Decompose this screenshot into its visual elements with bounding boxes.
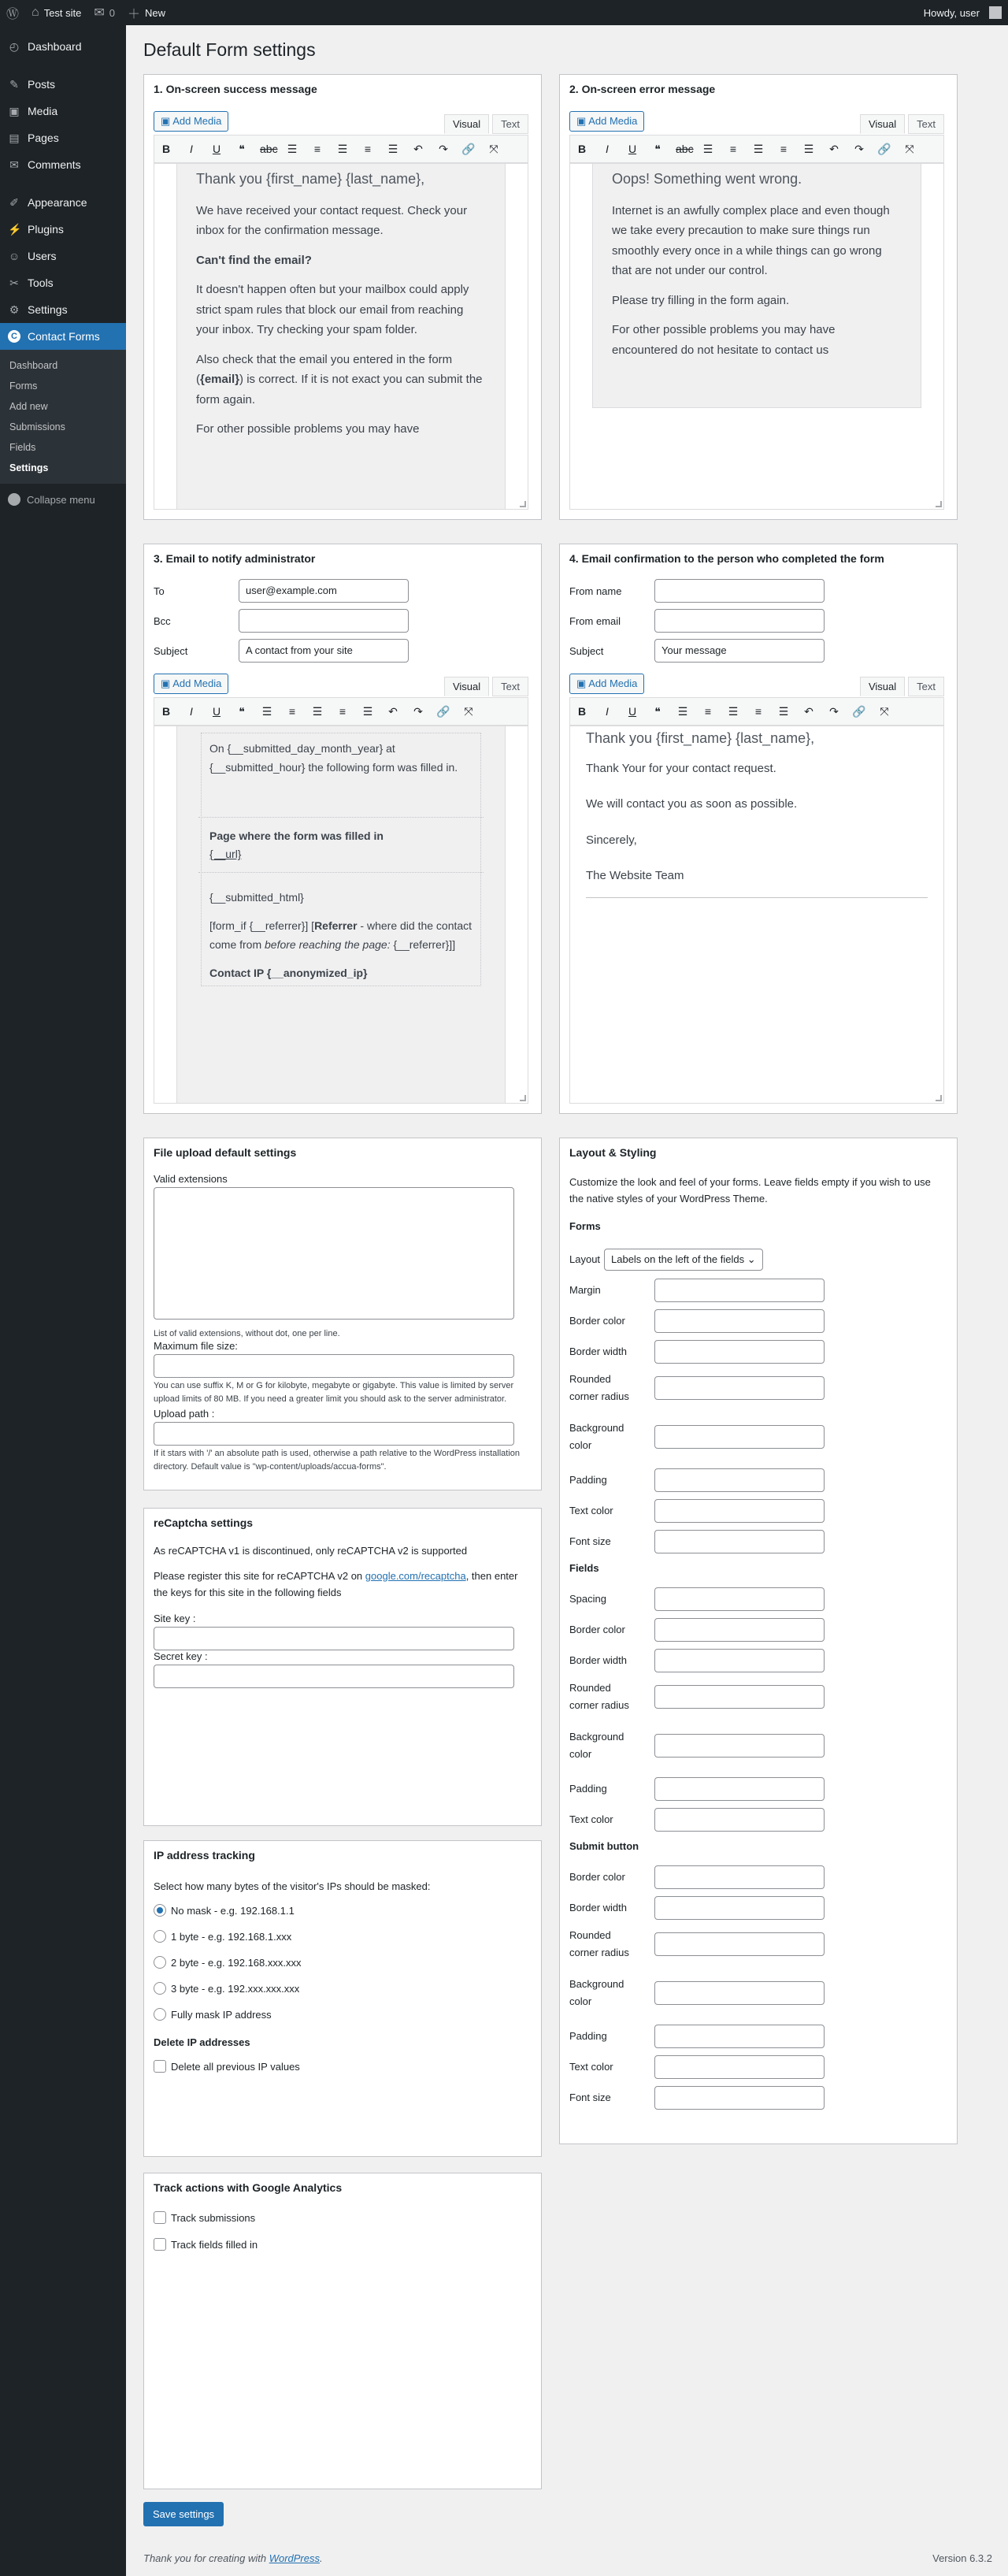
style-input[interactable]	[654, 1530, 825, 1553]
resize-handle[interactable]	[520, 501, 526, 507]
bold-icon[interactable]: B	[161, 705, 171, 718]
editor-area[interactable]: On {__submitted_day_month_year} at {__submitted_hour} the following form was filled in. Page where the form was filled in {__url} {__submitted_html} [form_if {__referrer}] [Referrer - where did the contact come from before reaching the page: {__referrer}]] Contact IP {__anonymized_ip}	[154, 726, 528, 1104]
section-subtitle: Fields	[569, 1562, 599, 1574]
contact-forms-submenu	[0, 350, 126, 484]
editor-area[interactable]: Thank you {first_name} {last_name}, We have received your contact request. Check your inbox for the confirmation message. Can't find the email? It doesn't happen often but your mailbox could apply strict spam rules that block our email from reaching your inbox. Try checking your spam folder. Also check that the email you entered in the form ({email}) is correct. If it is not exact you can submit the form again. For other possible problems you may have	[154, 163, 528, 510]
wordpress-link[interactable]: WordPress	[269, 2552, 320, 2564]
box-title: Layout & Styling	[569, 1146, 657, 1159]
submenu-forms[interactable]: Forms	[9, 380, 38, 392]
ip-option-2-byte[interactable]: 2 byte - e.g. 192.168.xxx.xxx	[154, 1956, 301, 1969]
bcc-input[interactable]	[239, 609, 409, 633]
home-icon: ⌂	[32, 6, 39, 19]
undo-icon[interactable]: ↶	[804, 704, 813, 718]
to-input[interactable]: user@example.com	[239, 579, 409, 603]
page-title: Default Form settings	[143, 39, 316, 60]
style-input[interactable]	[654, 1932, 825, 1956]
sidebar-item-tools[interactable]: ✂ Tools	[0, 269, 126, 296]
style-row: Spacing	[569, 1587, 825, 1611]
style-input[interactable]	[654, 1896, 825, 1920]
link-icon[interactable]: 🔗	[436, 704, 450, 718]
tab-text[interactable]: Text	[492, 677, 528, 696]
comment-icon: ✉	[9, 158, 19, 171]
chevron-down-icon: ⌄	[747, 1253, 756, 1265]
submenu-fields[interactable]: Fields	[9, 442, 36, 453]
italic-icon[interactable]: I	[606, 143, 609, 155]
link-icon[interactable]: 🔗	[852, 704, 866, 718]
style-input[interactable]	[654, 1685, 825, 1709]
style-input[interactable]	[654, 1425, 825, 1449]
sidebar-item-media[interactable]: ▣ Media	[9, 104, 58, 117]
italic-icon[interactable]: I	[606, 705, 609, 718]
sidebar-item-comments[interactable]: ✉ Comments	[0, 151, 126, 178]
tab-text[interactable]: Text	[908, 677, 944, 696]
editor-area[interactable]: Oops! Something went wrong. Internet is an awfully complex place and even though we take every precaution to make sure things run smoothly every once in a while things can go wrong that are not under our control. Please try filling in the form again. For other possible problems you may have encountered do not hesitate to contact us	[569, 163, 944, 510]
bullet-list-icon[interactable]: ☰	[261, 704, 272, 718]
fullscreen-icon[interactable]: ⤧	[464, 704, 473, 718]
align-center-icon[interactable]: ≡	[339, 705, 346, 718]
box-title: 3. Email to notify administrator	[154, 552, 316, 565]
style-row: Border color	[569, 1618, 825, 1642]
style-row: Text color	[569, 1499, 825, 1523]
avatar	[989, 6, 1002, 19]
fullscreen-icon[interactable]: ⤧	[905, 142, 914, 155]
box-title: File upload default settings	[154, 1146, 297, 1159]
radio-button[interactable]	[154, 1982, 166, 1995]
sidebar-item-appearance[interactable]: ✐ Appearance	[0, 189, 126, 216]
quote-icon[interactable]: ❝	[239, 704, 245, 718]
site-key-input[interactable]	[154, 1627, 514, 1650]
ip-option-no-mask[interactable]: No mask - e.g. 192.168.1.1	[154, 1904, 295, 1917]
comment-icon: ✉	[94, 6, 105, 20]
plug-icon: ⚡	[8, 222, 22, 236]
subject-input[interactable]: A contact from your site	[239, 639, 409, 663]
bullet-list-icon[interactable]: ☰	[677, 704, 688, 718]
submenu-submissions[interactable]: Submissions	[9, 421, 65, 432]
underline-icon[interactable]: U	[628, 705, 637, 718]
style-input[interactable]	[654, 1279, 825, 1302]
error-message-box	[559, 74, 958, 520]
media-icon: ▣	[9, 104, 20, 117]
comments-link[interactable]: ✉ 0	[94, 6, 116, 20]
ip-option-3-byte[interactable]: 3 byte - e.g. 192.xxx.xxx.xxx	[154, 1982, 299, 1995]
success-message-box	[143, 74, 542, 520]
italic-icon[interactable]: I	[190, 143, 193, 155]
style-row: Background color	[569, 1420, 825, 1454]
style-row: Background color	[569, 1976, 825, 2010]
bullet-list-icon[interactable]: ☰	[287, 142, 298, 155]
numbered-list-icon[interactable]: ≡	[704, 705, 712, 718]
admin-email-box: 3. Email to notify administrator To user@example.com Bcc Subject A contact from your site ▣ Add Media Visual Text B I U ❝ ☰ ≡ ☰ ≡ ☰ ↶ ↷ 🔗 ⤧ On {__submitted_day_month_year} at {__submitted_hour} the following form was filled in. Page where the form was filled in {__url} {__submitted_html} [form_if {__referrer}] [Referrer - where did the contact come from before reaching the page: {__referrer}]] Contact IP {__anonymized_ip}	[143, 544, 542, 1114]
style-input[interactable]	[654, 1499, 825, 1523]
editor-area[interactable]: Thank you {first_name} {last_name}, Thank Your for your contact request. We will contact you as soon as possible. Sincerely, The Website Team	[569, 726, 944, 1104]
style-input[interactable]	[654, 1376, 825, 1400]
italic-icon[interactable]: I	[190, 705, 193, 718]
editor-toolbar	[154, 697, 528, 726]
add-media-button[interactable]: ▣ Add Media	[154, 674, 228, 694]
style-input[interactable]	[654, 1618, 825, 1642]
editor-toolbar	[154, 135, 528, 163]
style-row: Border width	[569, 1896, 825, 1920]
track-fields-row[interactable]: Track fields filled in	[154, 2238, 258, 2251]
numbered-list-icon[interactable]: ≡	[729, 143, 737, 155]
tab-visual[interactable]: Visual	[860, 114, 905, 134]
track-submissions-row[interactable]: Track submissions	[154, 2211, 255, 2224]
recaptcha-box: reCaptcha settings As reCAPTCHA v1 is discontinued, only reCAPTCHA v2 is supported Please register this site for reCAPTCHA v2 on google.com/recaptcha, then enter the keys for this site in the following fields Site key : Secret key :	[143, 1508, 542, 1826]
collapse-icon	[8, 493, 20, 506]
sidebar-item-contact-forms[interactable]: C Contact Forms	[0, 323, 126, 350]
collapse-menu-button[interactable]: Collapse menu	[0, 484, 126, 515]
style-input[interactable]	[654, 2086, 825, 2110]
style-input[interactable]	[654, 1865, 825, 1889]
delete-ip-checkbox-row[interactable]: Delete all previous IP values	[154, 2060, 300, 2073]
media-icon: ▣	[161, 677, 171, 689]
sidebar-item-plugins[interactable]: ⚡ Plugins	[8, 222, 64, 236]
bold-icon[interactable]: B	[161, 143, 171, 155]
resize-handle[interactable]	[936, 501, 942, 507]
numbered-list-icon[interactable]: ≡	[288, 705, 296, 718]
add-media-button[interactable]: ▣ Add Media	[154, 111, 228, 132]
box-title: 1. On-screen success message	[154, 83, 317, 95]
valid-extensions-textarea[interactable]	[154, 1187, 514, 1320]
media-icon: ▣	[576, 677, 587, 689]
align-left-icon[interactable]: ☰	[312, 704, 323, 718]
subject-input[interactable]: Your message	[654, 639, 825, 663]
site-name-link[interactable]: ⌂ Test site	[32, 6, 82, 19]
style-row: Padding	[569, 1777, 825, 1801]
user-icon: ☺	[8, 250, 20, 262]
style-row: Border width	[569, 1649, 825, 1672]
style-row: Text color	[569, 1808, 825, 1832]
redo-icon[interactable]: ↷	[439, 142, 448, 155]
radio-button[interactable]	[154, 1956, 166, 1969]
strikethrough-icon[interactable]: abc	[260, 143, 278, 155]
fullscreen-icon[interactable]: ⤧	[880, 704, 889, 718]
plus-icon: ＋	[128, 7, 141, 21]
fullscreen-icon[interactable]: ⤧	[489, 142, 498, 155]
max-file-size-input[interactable]	[154, 1354, 514, 1378]
tab-visual[interactable]: Visual	[444, 677, 489, 696]
style-row: Border color	[569, 1309, 825, 1333]
style-input[interactable]	[654, 1587, 825, 1611]
sidebar-item-users[interactable]: ☺ Users	[8, 250, 57, 262]
recaptcha-link[interactable]: google.com/recaptcha	[365, 1570, 466, 1582]
align-left-icon[interactable]: ☰	[753, 142, 764, 155]
resize-handle[interactable]	[936, 1095, 942, 1101]
style-row: Padding	[569, 1468, 825, 1492]
save-settings-button[interactable]: Save settings	[143, 2502, 224, 2526]
quote-icon[interactable]: ❝	[239, 142, 245, 155]
checkbox[interactable]	[154, 2238, 166, 2251]
align-left-icon[interactable]: ☰	[337, 142, 348, 155]
radio-button[interactable]	[154, 1930, 166, 1943]
add-media-button[interactable]: ▣ Add Media	[569, 111, 644, 132]
align-left-icon[interactable]: ☰	[728, 704, 739, 718]
layout-styling-box: Layout & Styling Customize the look and feel of your forms. Leave fields empty if you wish to use the native styles of your WordPress Theme. Forms Layout Labels on the left of the fields ⌄ Margin Border color Border width Rounded corner radius Background color Padding Text color Font size Fields Spacing Border color Border width Rounded corner radius Background color Padding Text color Submit button Border color Border width Rounded corner radius Background color Padding Text color Font size	[559, 1138, 958, 2144]
user-menu[interactable]: Howdy, user	[917, 0, 1008, 25]
box-title: reCaptcha settings	[154, 1516, 254, 1529]
secret-key-input[interactable]	[154, 1665, 514, 1688]
ip-option-1-byte[interactable]: 1 byte - e.g. 192.168.1.xxx	[154, 1930, 291, 1943]
style-input[interactable]	[654, 1309, 825, 1333]
pin-icon: ✎	[9, 77, 19, 91]
underline-icon[interactable]: U	[212, 705, 221, 718]
style-input[interactable]	[654, 1468, 825, 1492]
add-media-button[interactable]: ▣ Add Media	[569, 674, 644, 694]
style-input[interactable]	[654, 2055, 825, 2079]
underline-icon[interactable]: U	[628, 143, 637, 155]
align-center-icon[interactable]: ≡	[364, 143, 372, 155]
footer-version: Version 6.3.2	[932, 2552, 992, 2564]
style-input[interactable]	[654, 1808, 825, 1832]
section-subtitle: Submit button	[569, 1840, 639, 1852]
undo-icon[interactable]: ↶	[413, 142, 423, 155]
tab-text[interactable]: Text	[908, 114, 944, 134]
strikethrough-icon[interactable]: abc	[676, 143, 694, 155]
ip-option-full-mask[interactable]: Fully mask IP address	[154, 2008, 272, 2021]
sidebar-item-posts[interactable]: ✎ Posts	[0, 71, 126, 98]
tab-visual[interactable]: Visual	[860, 677, 905, 696]
page-icon: ▤	[9, 131, 20, 144]
box-title: 4. Email confirmation to the person who completed the form	[569, 552, 884, 565]
submenu-dashboard[interactable]: Dashboard	[9, 360, 58, 371]
checkbox[interactable]	[154, 2060, 166, 2073]
redo-icon[interactable]: ↷	[854, 142, 864, 155]
dashboard-icon: ◴	[9, 39, 20, 53]
style-row: Rounded corner radius	[569, 1680, 825, 1714]
style-row: Background color	[569, 1728, 825, 1763]
upload-path-input[interactable]	[154, 1422, 514, 1446]
sidebar-item-pages[interactable]: ▤ Pages	[9, 131, 59, 144]
link-icon[interactable]: 🔗	[461, 142, 476, 155]
style-input[interactable]	[654, 1734, 825, 1758]
align-right-icon[interactable]: ☰	[362, 704, 373, 718]
ip-tracking-box: IP address tracking Select how many bytes of the visitor's IPs should be masked: No mask - e.g. 192.168.1.1 1 byte - e.g. 192.168.1.xxx 2 byte - e.g. 192.168.xxx.xxx 3 byte - e.g. 192.xxx.xxx.xxx Fully mask IP address Delete IP addresses Delete all previous IP values	[143, 1840, 542, 2157]
style-row: Border color	[569, 1865, 825, 1889]
bold-icon[interactable]: B	[577, 143, 587, 155]
align-center-icon[interactable]: ≡	[780, 143, 788, 155]
brush-icon: ✐	[9, 195, 19, 209]
from-name-input[interactable]	[654, 579, 825, 603]
radio-button[interactable]	[154, 1904, 166, 1917]
style-row: Font size	[569, 2086, 825, 2110]
wordpress-logo-icon[interactable]: Ⓦ	[6, 7, 20, 21]
sidebar-item-settings[interactable]: ⚙ Settings	[9, 303, 68, 316]
redo-icon[interactable]: ↷	[829, 704, 839, 718]
tab-text[interactable]: Text	[492, 114, 528, 134]
radio-button[interactable]	[154, 2008, 166, 2021]
style-row: Text color	[569, 2055, 825, 2079]
tab-visual[interactable]: Visual	[444, 114, 489, 134]
settings-icon: ⚙	[9, 303, 20, 316]
checkbox[interactable]	[154, 2211, 166, 2224]
redo-icon[interactable]: ↷	[413, 704, 423, 718]
footer-thanks: Thank you for creating with WordPress.	[143, 2552, 323, 2564]
underline-icon[interactable]: U	[212, 143, 221, 155]
align-center-icon[interactable]: ≡	[754, 705, 762, 718]
bold-icon[interactable]: B	[577, 705, 587, 718]
editor-toolbar	[569, 135, 944, 163]
bullet-list-icon[interactable]: ☰	[702, 142, 713, 155]
submenu-add-new[interactable]: Add new	[9, 401, 48, 412]
quote-icon[interactable]: ❝	[654, 142, 661, 155]
admin-bar	[0, 0, 1008, 25]
editor-toolbar	[569, 697, 944, 726]
style-row: Rounded corner radius	[569, 1371, 825, 1405]
style-row: Padding	[569, 2025, 825, 2048]
style-row: Font size	[569, 1530, 825, 1553]
align-right-icon[interactable]: ☰	[387, 142, 398, 155]
numbered-list-icon[interactable]: ≡	[313, 143, 321, 155]
style-input[interactable]	[654, 1777, 825, 1801]
from-email-input[interactable]	[654, 609, 825, 633]
style-input[interactable]	[654, 1340, 825, 1364]
contact-forms-icon: C	[8, 330, 20, 343]
style-input[interactable]	[654, 1981, 825, 2005]
style-row: Margin	[569, 1279, 825, 1302]
resize-handle[interactable]	[520, 1095, 526, 1101]
new-content-link[interactable]: ＋ New	[121, 0, 172, 25]
media-icon: ▣	[576, 115, 587, 127]
wrench-icon: ✂	[9, 276, 19, 289]
google-analytics-box	[143, 2173, 542, 2489]
undo-icon[interactable]: ↶	[388, 704, 398, 718]
quote-icon[interactable]: ❝	[654, 704, 661, 718]
layout-select[interactable]: Labels on the left of the fields ⌄	[604, 1249, 763, 1271]
align-right-icon[interactable]: ☰	[803, 142, 814, 155]
style-input[interactable]	[654, 2025, 825, 2048]
undo-icon[interactable]: ↶	[829, 142, 839, 155]
admin-sidebar	[0, 25, 126, 2576]
style-row: Rounded corner radius	[569, 1927, 825, 1962]
style-input[interactable]	[654, 1649, 825, 1672]
box-title: 2. On-screen error message	[569, 83, 716, 95]
box-title: Track actions with Google Analytics	[154, 2181, 343, 2194]
sidebar-item-dashboard[interactable]: ◴ Dashboard	[9, 39, 82, 53]
align-right-icon[interactable]: ☰	[778, 704, 789, 718]
box-title: IP address tracking	[154, 1849, 255, 1861]
submenu-settings[interactable]: Settings	[9, 462, 49, 473]
style-row: Border width	[569, 1340, 825, 1364]
confirmation-email-box: 4. Email confirmation to the person who completed the form From name From email Subject Your message ▣ Add Media Visual Text B I U ❝ ☰ ≡ ☰ ≡ ☰ ↶ ↷ 🔗 ⤧ Thank you {first_name} {last_name}, Thank Your for your contact request. We will contact you as soon as possible. Sincerely, The Website Team	[559, 544, 958, 1114]
link-icon[interactable]: 🔗	[877, 142, 891, 155]
media-icon: ▣	[161, 115, 171, 127]
file-upload-box: File upload default settings Valid extensions List of valid extensions, without dot, one per line. Maximum file size: You can use suffix K, M or G for kilobyte, megabyte or gigabyte. This value is limited by server upload limits of 80 MB. If you need a greater limit you should ask to the server administrator. Upload path : If it stars with '/' an absolute path is used, otherwise a path relative to the WordPress installation directory. Default value is "wp-content/uploads/accua-forms".	[143, 1138, 542, 1490]
